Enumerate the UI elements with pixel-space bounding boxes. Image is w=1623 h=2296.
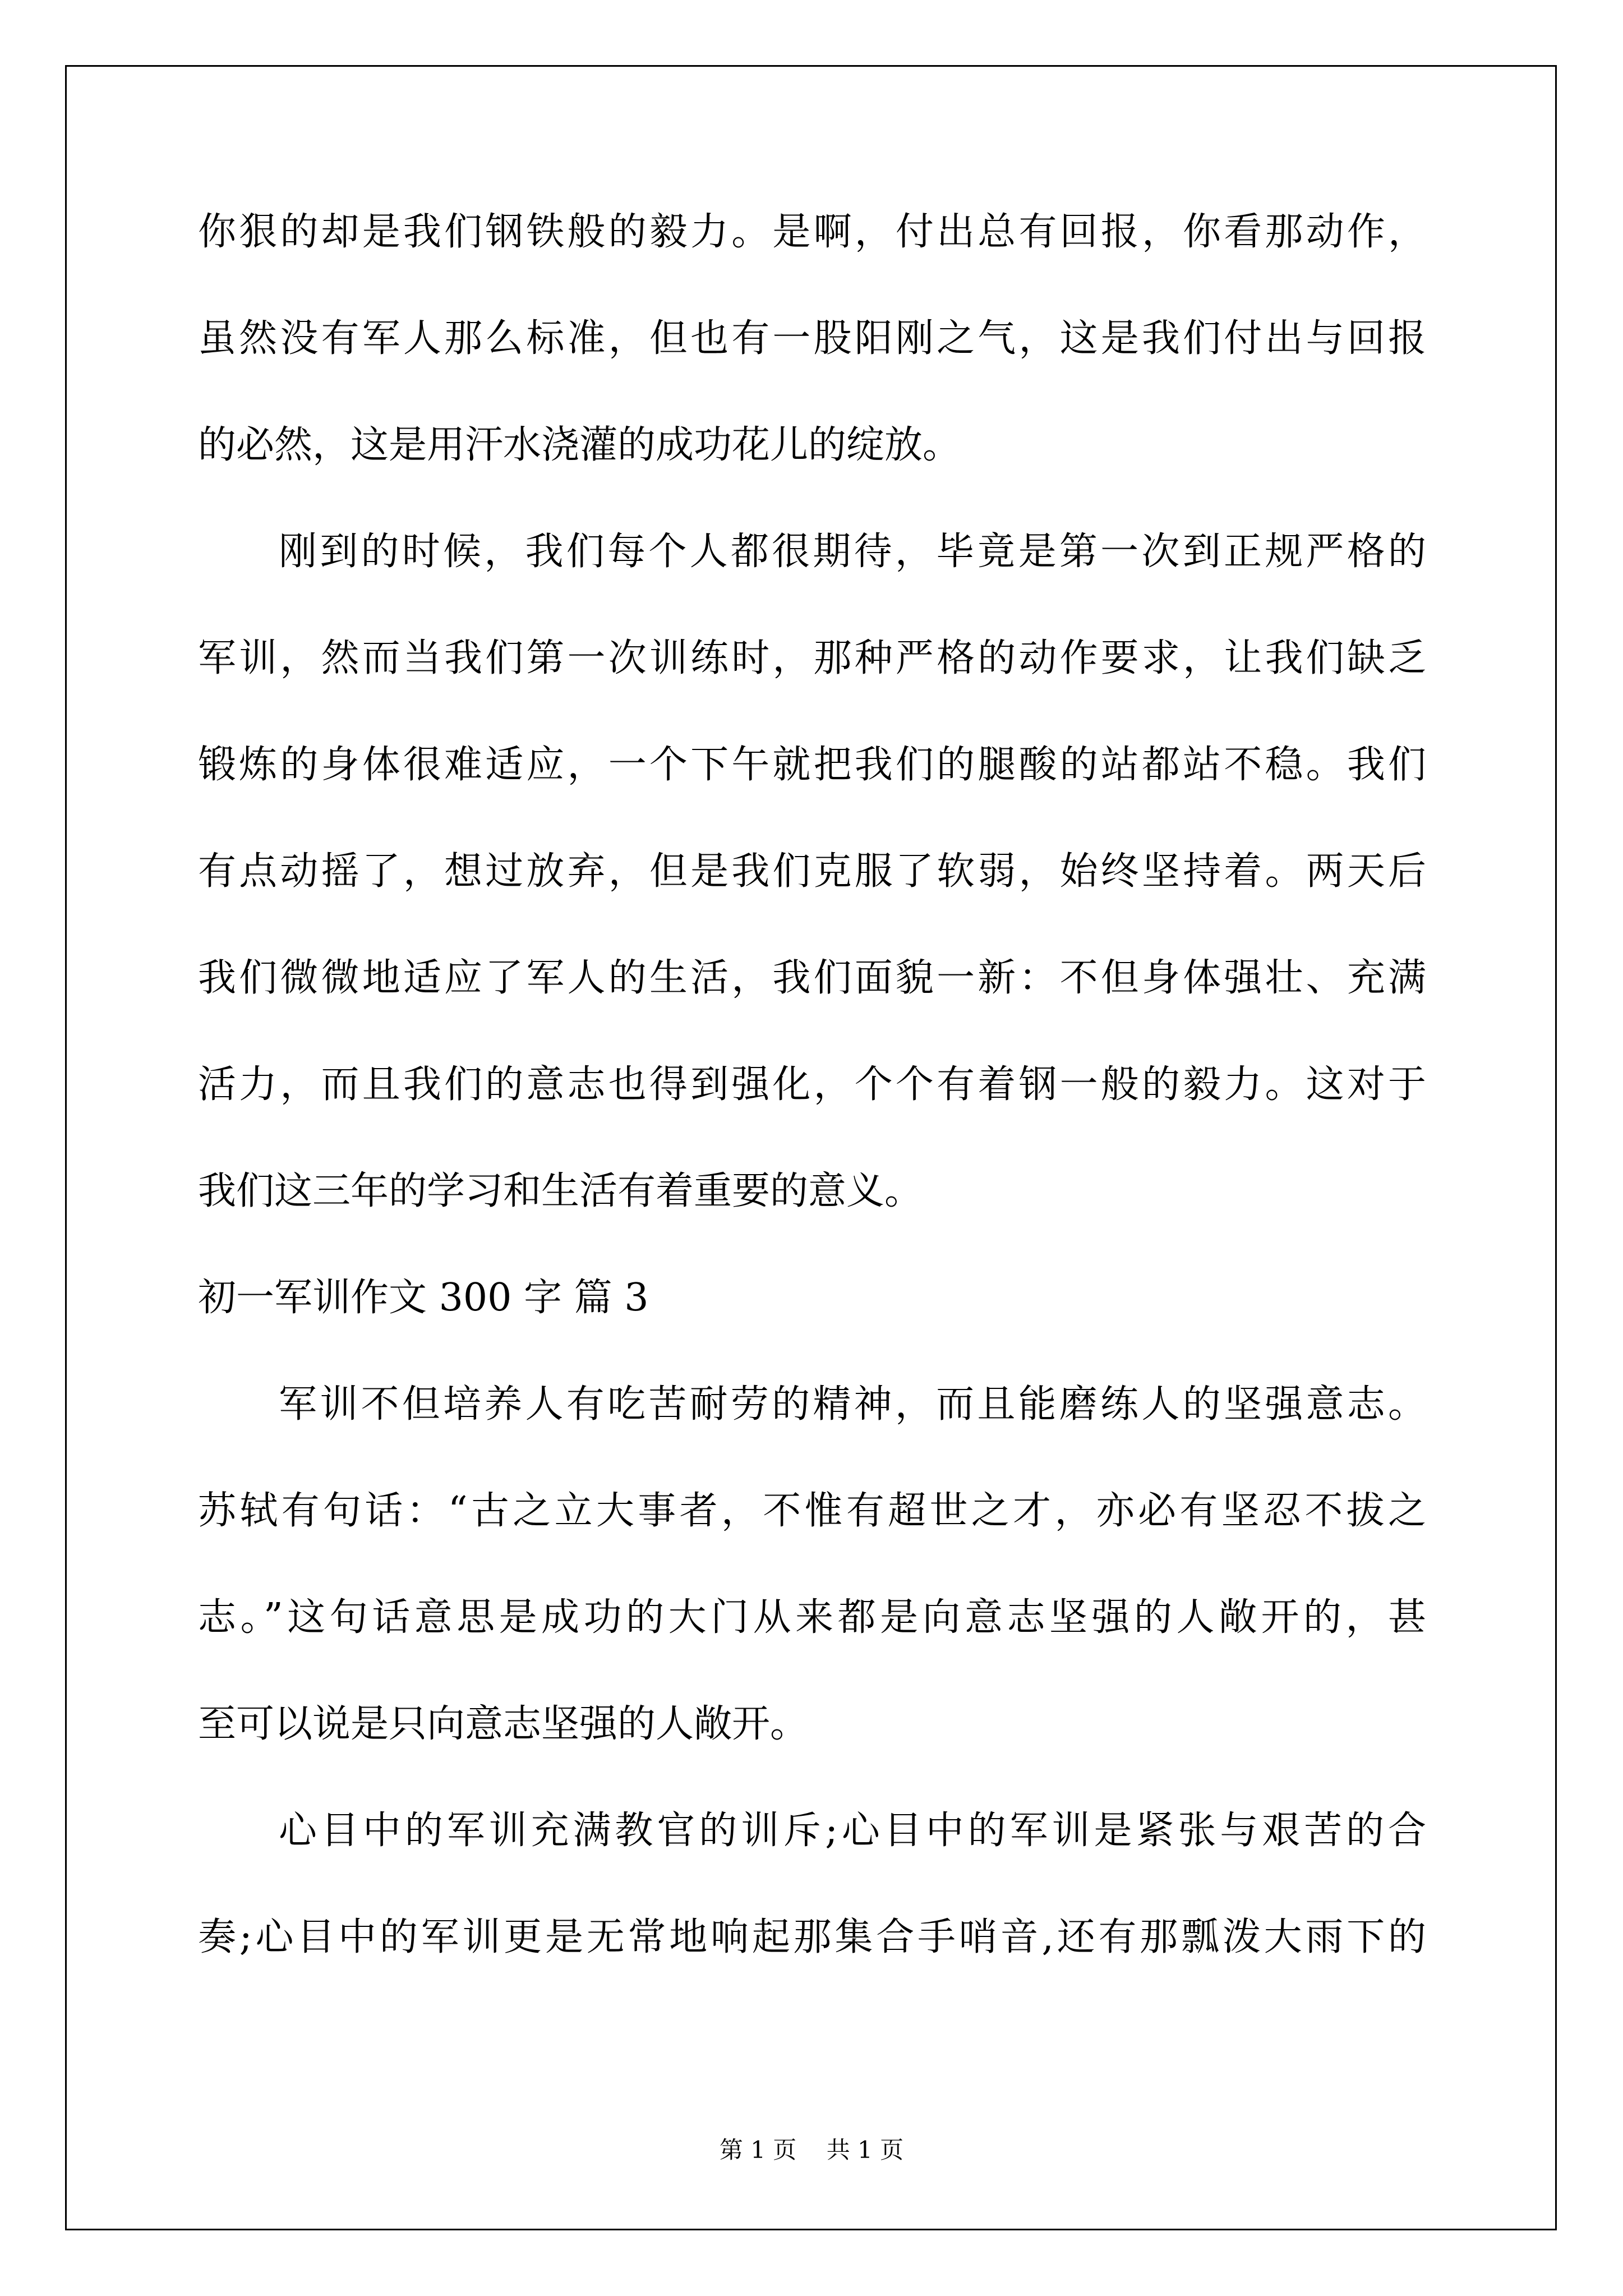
page-footer: 第 1 页 共 1 页 [719, 2136, 904, 2164]
text-line: 军训，然而当我们第一次训练时，那种严格的动作要求，让我们缺乏 [198, 636, 1426, 680]
text-line: 锻炼的身体很难适应，一个下午就把我们的腿酸的站都站不稳。我们 [198, 743, 1426, 787]
text-line: 刚到的时候，我们每个人都很期待，毕竟是第一次到正规严格的 [279, 530, 1426, 574]
document-body [198, 210, 1426, 2025]
text-line: 我们这三年的学习和生活有着重要的意义。 [198, 1169, 923, 1213]
text-line: 有点动摇了，想过放弃，但是我们克服了软弱，始终坚持着。两天后 [198, 849, 1426, 894]
text-line: 至可以说是只向意志坚强的人敞开。 [198, 1702, 809, 1746]
text-line: 军训不但培养人有吃苦耐劳的精神，而且能磨练人的坚强意志。 [279, 1382, 1426, 1427]
text-line: 的必然，这是用汗水浇灌的成功花儿的绽放。 [198, 423, 961, 467]
text-line: 奏;心目中的军训更是无常地响起那集合手哨音,还有那瓢泼大雨下的 [198, 1915, 1426, 1959]
section-heading: 初一军训作文 300 字 篇 3 [198, 1276, 649, 1320]
text-line: 苏轼有句话：“古之立大事者，不惟有超世之才，亦必有坚忍不拔之 [198, 1489, 1426, 1533]
text-line: 志。”这句话意思是成功的大门从来都是向意志坚强的人敞开的，甚 [198, 1595, 1426, 1640]
text-line: 心目中的军训充满教官的训斥;心目中的军训是紧张与艰苦的合 [279, 1809, 1426, 1853]
text-line: 我们微微地适应了军人的生活，我们面貌一新：不但身体强壮、充满 [198, 956, 1426, 1000]
text-line: 活力，而且我们的意志也得到强化，个个有着钢一般的毅力。这对于 [198, 1062, 1426, 1107]
text-line: 你狠的却是我们钢铁般的毅力。是啊，付出总有回报，你看那动作， [198, 210, 1426, 254]
text-line: 虽然没有军人那么标准，但也有一股阳刚之气，这是我们付出与回报 [198, 316, 1426, 361]
